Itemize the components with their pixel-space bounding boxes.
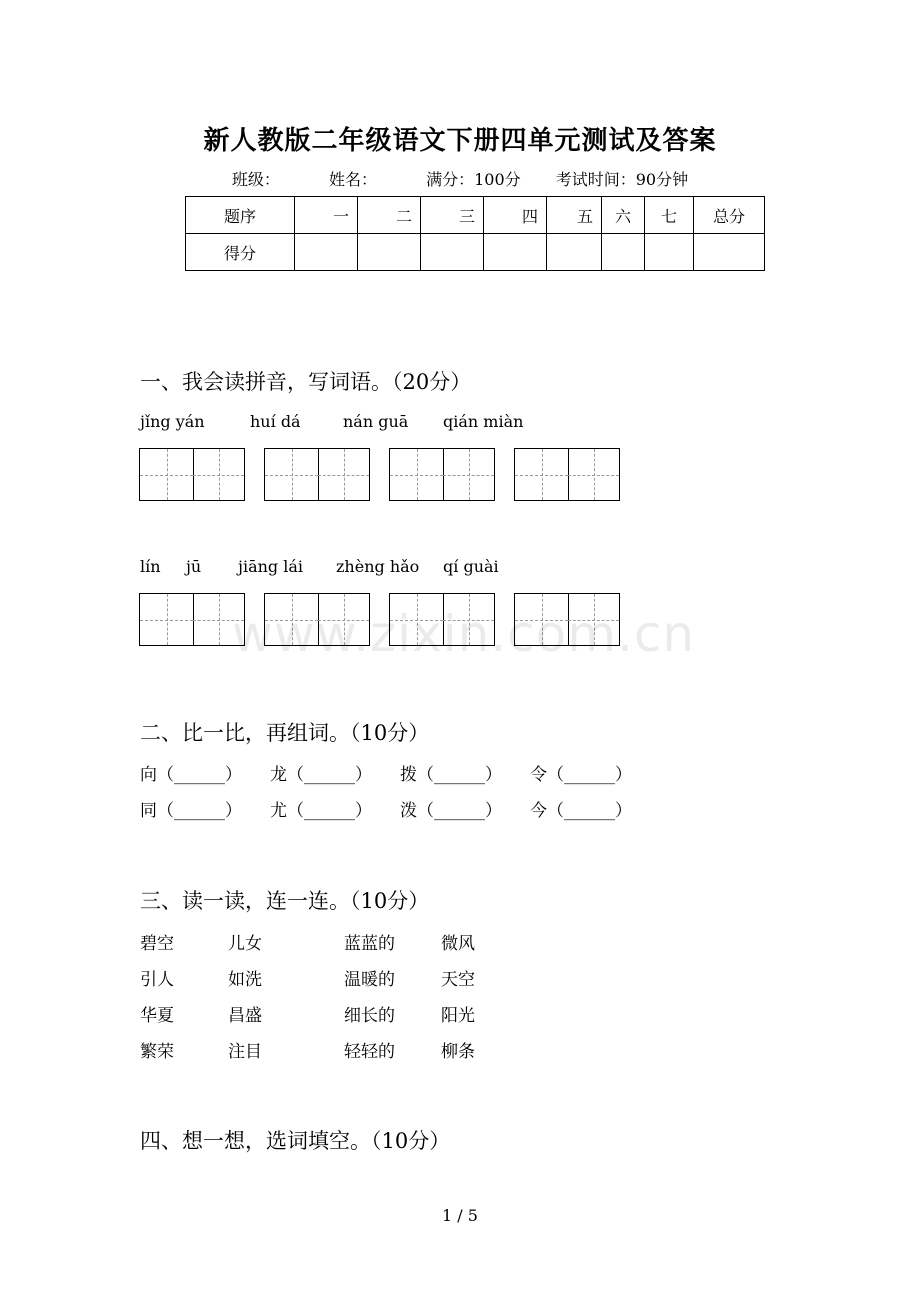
score-cell[interactable] — [547, 234, 602, 271]
writing-grid[interactable] — [514, 448, 620, 501]
pinyin-item: nán guā — [343, 412, 409, 431]
pinyin-row-1 — [0, 412, 920, 434]
match-word: 如洗 — [228, 970, 262, 990]
match-word: 蓝蓝的 — [344, 934, 395, 954]
writing-grid[interactable] — [264, 448, 370, 501]
match-word: 天空 — [441, 970, 475, 990]
score-cell[interactable] — [645, 234, 694, 271]
score-header-cell: 题序 — [186, 197, 295, 234]
pinyin-item: jǐng yán — [140, 412, 205, 431]
score-table — [185, 196, 765, 271]
match-word: 引人 — [140, 970, 174, 990]
score-cell[interactable] — [295, 234, 358, 271]
compare-item: 令（______） — [530, 765, 632, 785]
pinyin-item: jiāng lái — [238, 557, 304, 576]
class-label: 班级： — [231, 170, 280, 189]
score-cell[interactable] — [602, 234, 645, 271]
section2-title: 二、比一比，再组词。（10分） — [140, 721, 430, 745]
match-word: 注目 — [228, 1042, 262, 1062]
compare-item: 同（______） — [140, 801, 242, 821]
match-word: 儿女 — [228, 934, 262, 954]
page-number: 1 / 5 — [442, 1206, 478, 1225]
score-header-cell: 二 — [358, 197, 421, 234]
page-title: 新人教版二年级语文下册四单元测试及答案 — [203, 126, 717, 156]
match-word: 微风 — [441, 934, 475, 954]
score-header-cell: 六 — [602, 197, 645, 234]
writing-grid[interactable] — [139, 448, 245, 501]
exam-time-label: 考试时间：90分钟 — [555, 170, 689, 189]
pinyin-item: lín jū — [140, 557, 202, 576]
match-word: 碧空 — [140, 934, 174, 954]
score-header-cell: 总分 — [694, 197, 765, 234]
score-header-cell: 五 — [547, 197, 602, 234]
score-cell[interactable] — [694, 234, 765, 271]
match-word: 柳条 — [441, 1042, 475, 1062]
section3-title: 三、读一读，连一连。（10分） — [140, 889, 430, 913]
match-word: 细长的 — [344, 1006, 395, 1026]
score-header-cell: 三 — [421, 197, 484, 234]
pinyin-item: qián miàn — [443, 412, 524, 431]
compare-item: 今（______） — [530, 801, 632, 821]
score-header-cell: 四 — [484, 197, 547, 234]
name-label: 姓名： — [328, 170, 377, 189]
match-word: 繁荣 — [140, 1042, 174, 1062]
writing-grid[interactable] — [389, 448, 495, 501]
pinyin-item: huí dá — [250, 412, 301, 431]
score-cell[interactable] — [484, 234, 547, 271]
score-header-cell: 七 — [645, 197, 694, 234]
compare-item: 向（______） — [140, 765, 242, 785]
exam-info — [0, 167, 920, 190]
score-table-row — [186, 234, 765, 271]
section4-title: 四、想一想，选词填空。（10分） — [140, 1129, 451, 1153]
compare-item: 龙（______） — [270, 765, 372, 785]
pinyin-row-2 — [0, 557, 920, 579]
compare-item: 尤（______） — [270, 801, 372, 821]
match-word: 轻轻的 — [344, 1042, 395, 1062]
match-word: 昌盛 — [228, 1006, 262, 1026]
full-score-label: 满分：100分 — [426, 170, 521, 189]
section1-title: 一、我会读拼音，写词语。（20分） — [140, 370, 472, 394]
watermark: www.zixin.com.cn — [232, 605, 696, 663]
match-word: 温暖的 — [344, 970, 395, 990]
compare-item: 泼（______） — [400, 801, 502, 821]
score-row-label: 得分 — [186, 234, 295, 271]
score-cell[interactable] — [358, 234, 421, 271]
pinyin-item: qí guài — [443, 557, 499, 576]
match-word: 华夏 — [140, 1006, 174, 1026]
score-table-header — [186, 197, 765, 234]
pinyin-item: zhèng hǎo — [336, 557, 420, 576]
score-cell[interactable] — [421, 234, 484, 271]
writing-grid[interactable] — [139, 593, 245, 646]
match-word: 阳光 — [441, 1006, 475, 1026]
compare-item: 拨（______） — [400, 765, 502, 785]
score-header-cell: 一 — [295, 197, 358, 234]
